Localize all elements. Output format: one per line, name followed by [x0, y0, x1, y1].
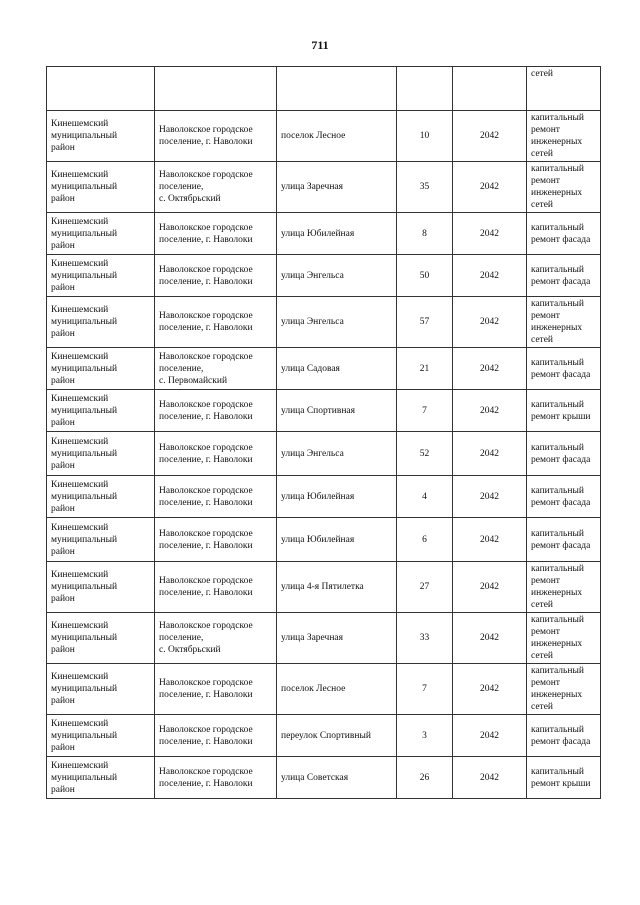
cell-work: капитальный ремонт фасада [527, 255, 601, 297]
cell-address: улица Садовая [277, 348, 397, 390]
cell-settlement: Наволокское городское поселение, г. Наволоки [155, 213, 277, 255]
cell-address: улица Энгельса [277, 432, 397, 476]
table-row [47, 613, 601, 664]
cell-settlement: Наволокское городское поселение, г. Наволоки [155, 297, 277, 348]
cell-work: капитальный ремонт инженерных сетей [527, 613, 601, 664]
cell-district: Кинешемский муниципальный район [47, 162, 155, 213]
cell-year: 2042 [453, 390, 527, 432]
cell-work: капитальный ремонт инженерных сетей [527, 664, 601, 715]
cell-house: 7 [397, 390, 453, 432]
cell-house: 57 [397, 297, 453, 348]
cell-address: улица Юбилейная [277, 518, 397, 562]
cell-settlement: Наволокское городское поселение, г. Наволоки [155, 715, 277, 757]
cell-year [453, 67, 527, 111]
cell-year: 2042 [453, 613, 527, 664]
cell-address: улица Энгельса [277, 255, 397, 297]
cell-year: 2042 [453, 562, 527, 613]
cell-work: капитальный ремонт инженерных сетей [527, 162, 601, 213]
cell-house: 6 [397, 518, 453, 562]
cell-settlement: Наволокское городское поселение, г. Наволоки [155, 111, 277, 162]
cell-address [277, 67, 397, 111]
cell-year: 2042 [453, 348, 527, 390]
cell-house: 21 [397, 348, 453, 390]
cell-year: 2042 [453, 757, 527, 799]
cell-work: капитальный ремонт фасада [527, 476, 601, 518]
cell-house: 3 [397, 715, 453, 757]
cell-address: улица Юбилейная [277, 213, 397, 255]
cell-settlement: Наволокское городское поселение, г. Наволоки [155, 757, 277, 799]
cell-district: Кинешемский муниципальный район [47, 390, 155, 432]
cell-district: Кинешемский муниципальный район [47, 213, 155, 255]
table-row [47, 297, 601, 348]
cell-work: капитальный ремонт фасада [527, 213, 601, 255]
cell-work: капитальный ремонт фасада [527, 715, 601, 757]
cell-address: улица Энгельса [277, 297, 397, 348]
cell-house: 26 [397, 757, 453, 799]
cell-year: 2042 [453, 476, 527, 518]
table-row [47, 213, 601, 255]
cell-district: Кинешемский муниципальный район [47, 562, 155, 613]
cell-work: капитальный ремонт фасада [527, 348, 601, 390]
cell-district: Кинешемский муниципальный район [47, 348, 155, 390]
table-row [47, 432, 601, 476]
table-row [47, 715, 601, 757]
cell-district: Кинешемский муниципальный район [47, 297, 155, 348]
table-row [47, 390, 601, 432]
cell-work: капитальный ремонт крыши [527, 390, 601, 432]
cell-work: сетей [527, 67, 601, 111]
cell-settlement: Наволокское городское поселение, г. Наволоки [155, 562, 277, 613]
cell-settlement: Наволокское городское поселение, г. Наволоки [155, 390, 277, 432]
table-row [47, 518, 601, 562]
cell-district: Кинешемский муниципальный район [47, 757, 155, 799]
table-row [47, 162, 601, 213]
table-row [47, 664, 601, 715]
cell-district: Кинешемский муниципальный район [47, 255, 155, 297]
cell-address: поселок Лесное [277, 111, 397, 162]
cell-address: улица Юбилейная [277, 476, 397, 518]
cell-address: улица Спортивная [277, 390, 397, 432]
cell-district: Кинешемский муниципальный район [47, 476, 155, 518]
cell-settlement: Наволокское городское поселение, г. Наволоки [155, 476, 277, 518]
cell-house: 27 [397, 562, 453, 613]
cell-year: 2042 [453, 162, 527, 213]
cell-house: 35 [397, 162, 453, 213]
cell-work: капитальный ремонт инженерных сетей [527, 297, 601, 348]
cell-settlement: Наволокское городское поселение, г. Наволоки [155, 432, 277, 476]
cell-house: 8 [397, 213, 453, 255]
page-number: 711 [311, 38, 329, 52]
cell-house: 4 [397, 476, 453, 518]
table-row [47, 562, 601, 613]
cell-house: 10 [397, 111, 453, 162]
cell-district [47, 67, 155, 111]
cell-work: капитальный ремонт фасада [527, 432, 601, 476]
cell-address: улица Советская [277, 757, 397, 799]
cell-year: 2042 [453, 111, 527, 162]
table-row [47, 348, 601, 390]
cell-district: Кинешемский муниципальный район [47, 518, 155, 562]
table-row-continued [47, 67, 601, 111]
cell-year: 2042 [453, 213, 527, 255]
table-row [47, 255, 601, 297]
cell-work: капитальный ремонт инженерных сетей [527, 111, 601, 162]
cell-work: капитальный ремонт фасада [527, 518, 601, 562]
cell-district: Кинешемский муниципальный район [47, 432, 155, 476]
cell-address: улица Заречная [277, 162, 397, 213]
cell-year: 2042 [453, 297, 527, 348]
repair-schedule-table [46, 66, 601, 799]
cell-year: 2042 [453, 715, 527, 757]
cell-settlement [155, 67, 277, 111]
cell-settlement: Наволокское городское поселение, с. Первомайский [155, 348, 277, 390]
cell-settlement: Наволокское городское поселение, г. Наволоки [155, 255, 277, 297]
cell-work: капитальный ремонт инженерных сетей [527, 562, 601, 613]
cell-house: 52 [397, 432, 453, 476]
cell-address: улица 4-я Пятилетка [277, 562, 397, 613]
table-row [47, 476, 601, 518]
cell-address: улица Заречная [277, 613, 397, 664]
cell-house: 7 [397, 664, 453, 715]
cell-district: Кинешемский муниципальный район [47, 111, 155, 162]
cell-house [397, 67, 453, 111]
cell-district: Кинешемский муниципальный район [47, 715, 155, 757]
cell-settlement: Наволокское городское поселение, с. Октябрьский [155, 162, 277, 213]
cell-year: 2042 [453, 664, 527, 715]
cell-district: Кинешемский муниципальный район [47, 613, 155, 664]
table-row [47, 757, 601, 799]
table-row [47, 111, 601, 162]
cell-year: 2042 [453, 255, 527, 297]
cell-house: 33 [397, 613, 453, 664]
cell-year: 2042 [453, 432, 527, 476]
cell-settlement: Наволокское городское поселение, г. Наволоки [155, 664, 277, 715]
cell-settlement: Наволокское городское поселение, с. Октябрьский [155, 613, 277, 664]
cell-address: поселок Лесное [277, 664, 397, 715]
cell-settlement: Наволокское городское поселение, г. Наволоки [155, 518, 277, 562]
cell-district: Кинешемский муниципальный район [47, 664, 155, 715]
cell-house: 50 [397, 255, 453, 297]
cell-year: 2042 [453, 518, 527, 562]
cell-address: переулок Спортивный [277, 715, 397, 757]
cell-work: капитальный ремонт крыши [527, 757, 601, 799]
